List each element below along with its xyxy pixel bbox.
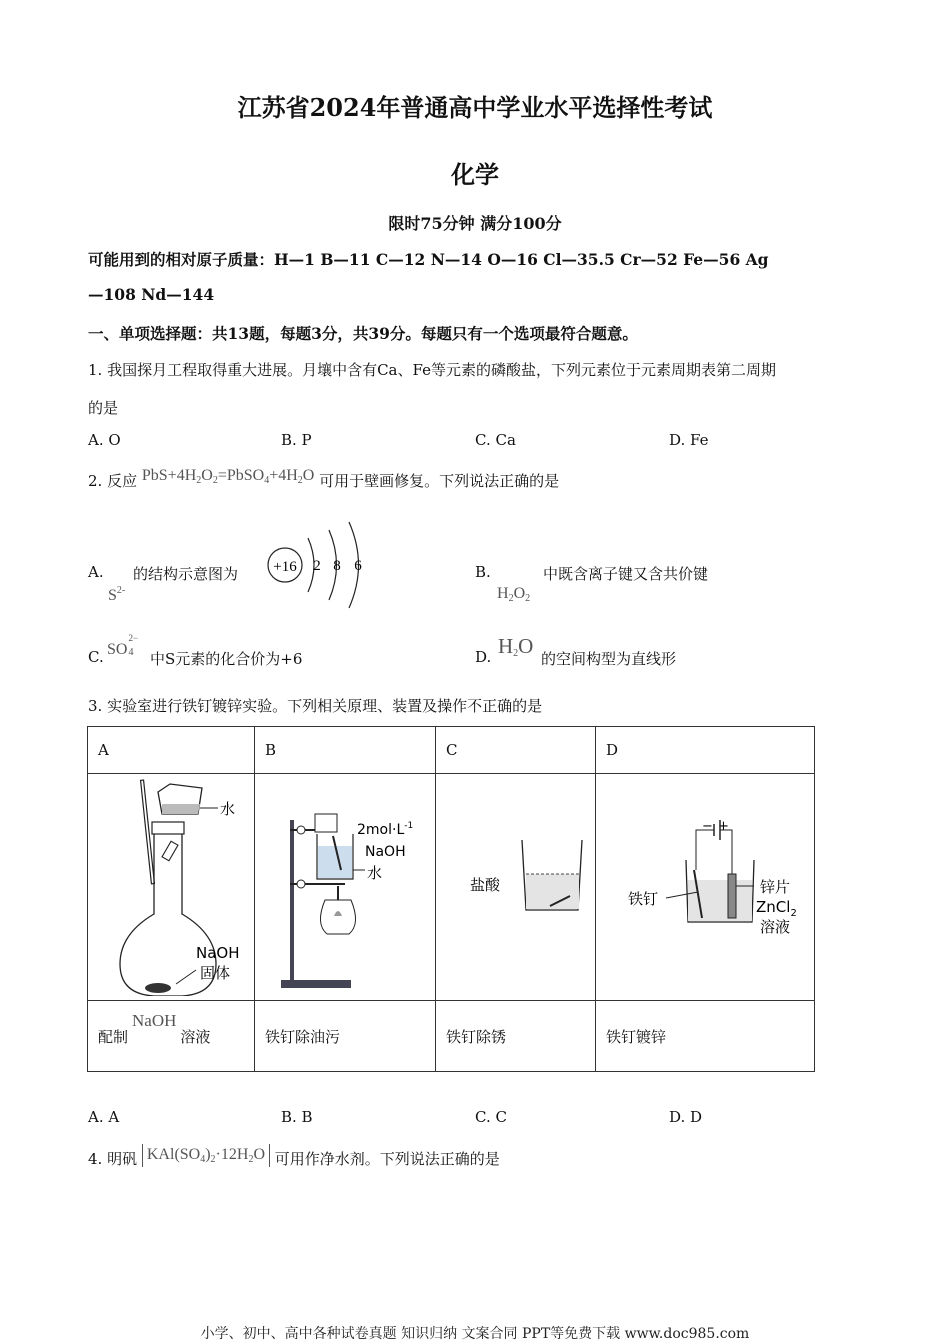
section-heading: 一、单项选择题：共13题，每题3分，共39分。每题只有一个选项最符合题意。: [88, 324, 638, 343]
q2-option-d-label: D.: [475, 648, 492, 666]
fig-a-naoh-label: NaOH: [196, 944, 240, 962]
q3-figure-c-cell: [436, 774, 596, 1001]
nucleus-charge: +16: [273, 559, 297, 575]
q2-suffix: 可用于壁画修复。下列说法正确的是: [319, 472, 560, 490]
fig-b-water-label: 水: [367, 864, 383, 882]
fig-b-naoh-label: NaOH: [365, 844, 406, 860]
q2-option-a-text: 的结构示意图为: [133, 565, 239, 583]
q3-header-a: A: [88, 727, 255, 774]
q2-option-c-formula: SO 2− 4: [107, 633, 139, 658]
q1-option-b: B. P: [281, 431, 312, 449]
atomic-masses-line1: 可能用到的相对原子质量：H—1 B—11 C—12 N—14 O—16 Cl—35.5 Cr—52 Fe—56 Ag: [88, 250, 769, 269]
shell-2-count: 8: [333, 558, 341, 574]
q2-option-b-label: B.: [475, 563, 491, 581]
q3-header-c: C: [436, 727, 596, 774]
q3-caption-b: 铁钉除油污: [255, 1001, 436, 1072]
q3-header-b: B: [255, 727, 436, 774]
time-info: 限时75分钟 满分100分: [388, 214, 562, 233]
q4-stem: [88, 1148, 500, 1172]
q2-equation: $PbS+4H_2O_2=PbSO_4+4H_2O$: [141, 467, 315, 486]
q1-option-d: D. Fe: [669, 431, 709, 449]
shell-3-count: 6: [354, 558, 362, 574]
q3-caption-d: 铁钉镀锌: [596, 1001, 815, 1072]
heating-setup-figure: [265, 774, 425, 996]
q3-option-a: A. A: [88, 1108, 120, 1126]
q4-suffix: 可用作净水剂。下列说法正确的是: [274, 1150, 500, 1168]
fig-d-zncl-label: ZnCl$_2$: [756, 898, 797, 919]
exam-title: 江苏省2024年普通高中学业水平选择性考试: [237, 93, 713, 122]
q2-option-a-formula: $S^{2-}$: [108, 585, 126, 604]
q1-option-c: C. Ca: [475, 431, 516, 449]
fig-d-sol-label: 溶液: [760, 918, 791, 936]
q3-option-b: B. B: [281, 1108, 313, 1126]
fig-b-conc-label: $2mol\cdot L^{-1}$: [357, 821, 414, 838]
electroplating-figure: [606, 774, 804, 996]
q4-formula: $KAl(SO_4)_2\cdot 12H_2O$: [142, 1144, 270, 1167]
fig-d-nail-label: 铁钉: [628, 890, 659, 908]
q3-figure-b-cell: [255, 774, 436, 1001]
q1-stem-line2: 的是: [88, 399, 119, 417]
q3-figure-d-cell: [596, 774, 815, 1001]
q3-caption-c: 铁钉除锈: [436, 1001, 596, 1072]
fig-a-water-label: 水: [220, 800, 236, 818]
sulfur-atom-structure-diagram: [262, 518, 372, 610]
q3-option-d: D. D: [669, 1108, 703, 1126]
atomic-masses-line2: —108 Nd—144: [88, 285, 215, 304]
fig-a-solid-label: 固体: [200, 964, 231, 982]
q4-prefix: 4. 明矾: [88, 1150, 138, 1168]
q3-header-d: D: [596, 727, 815, 774]
q2-option-b-text: 中既含离子键又含共价键: [543, 565, 709, 583]
q2-stem: [88, 467, 560, 492]
q2-option-d-formula: $H_2O$: [498, 634, 534, 659]
acid-beaker-figure: [446, 774, 585, 996]
q2-option-c-label: C.: [88, 648, 104, 666]
q2-prefix: 2. 反应: [88, 472, 138, 490]
shell-1-count: 2: [313, 558, 321, 574]
volumetric-flask-figure: [98, 774, 244, 996]
page-footer: 小学、初中、高中各种试卷真题 知识归纳 文案合同 PPT等免费下载 www.doc985.com: [200, 1326, 750, 1342]
q3-caption-a: 配制NaOH溶液: [88, 1001, 255, 1072]
q1-stem-line1: 1. 我国探月工程取得重大进展。月壤中含有Ca、Fe等元素的磷酸盐，下列元素位于元素周期表第二周期: [88, 361, 776, 379]
q1-option-a: A. O: [88, 431, 121, 449]
q2-option-a-label: A.: [88, 563, 104, 581]
fig-d-zinc-label: 锌片: [760, 878, 791, 896]
q3-option-c: C. C: [475, 1108, 507, 1126]
q3-experiment-table: [87, 726, 815, 1072]
fig-d-plus: +: [718, 819, 729, 834]
q3-figure-a-cell: [88, 774, 255, 1001]
q2-option-b-formula: $H_2O_2$: [497, 585, 531, 604]
q2-option-d-text: 的空间构型为直线形: [541, 650, 677, 668]
fig-c-acid-label: 盐酸: [470, 876, 501, 894]
q3-stem: 3. 实验室进行铁钉镀锌实验。下列相关原理、装置及操作不正确的是: [88, 697, 543, 715]
subject-title: 化学: [451, 160, 499, 189]
fig-d-minus: −: [702, 819, 713, 834]
q2-option-c-text: 中S元素的化合价为+6: [150, 650, 303, 668]
